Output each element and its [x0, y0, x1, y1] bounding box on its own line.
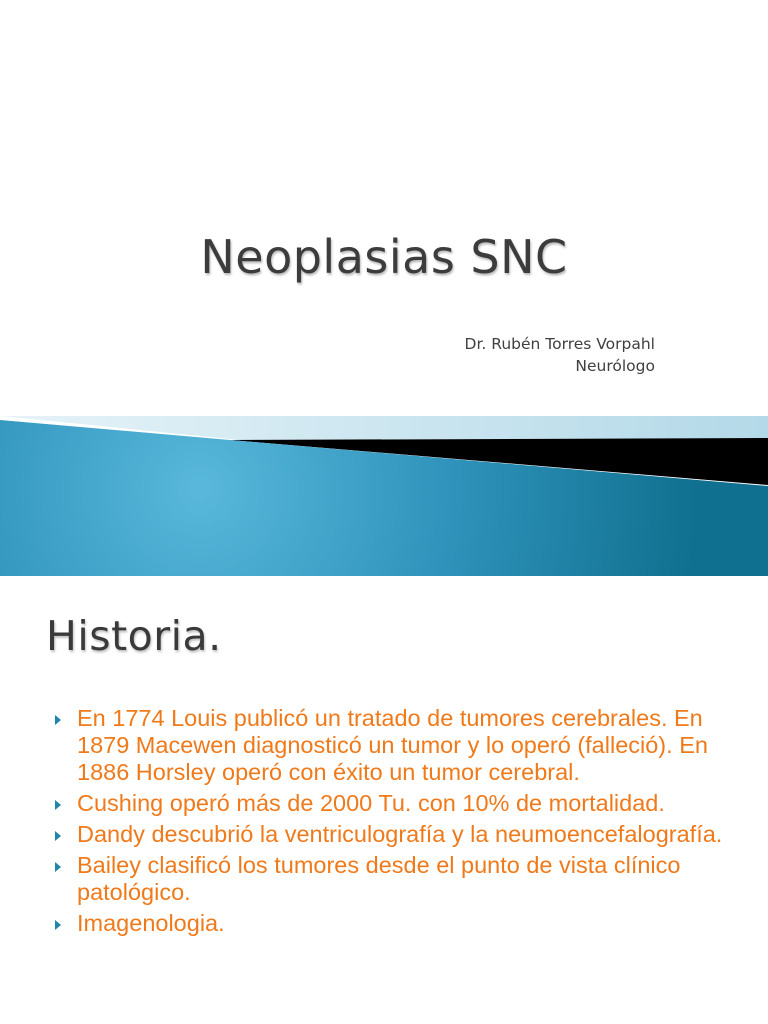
list-item	[52, 821, 752, 848]
bullet-arrow-icon	[55, 831, 61, 841]
list-item	[52, 790, 752, 817]
decorative-banner	[0, 390, 768, 576]
bullet-list	[52, 705, 752, 941]
bullet-arrow-icon	[55, 920, 61, 930]
author-name: Dr. Rubén Torres Vorpahl	[464, 335, 655, 353]
bullet-arrow-icon	[55, 800, 61, 810]
bullet-text: En 1774 Louis publicó un tratado de tumores cerebrales. En 1879 Macewen diagnosticó un tumor y lo operó (falleció). En 1886 Horsley operó con éxito un tumor cerebral.	[77, 705, 708, 785]
historia-slide	[0, 576, 768, 1024]
list-item	[52, 852, 752, 906]
bullet-arrow-icon	[55, 715, 61, 725]
bullet-text: Imagenologia.	[77, 910, 225, 936]
bullet-text: Bailey clasificó los tumores desde el punto de vista clínico patológico.	[77, 852, 681, 905]
list-item	[52, 910, 752, 937]
author-role: Neurólogo	[575, 357, 655, 375]
bullet-text: Dandy descubrió la ventriculografía y la neumoencefalografía.	[77, 821, 723, 847]
bullet-text: Cushing operó más de 2000 Tu. con 10% de mortalidad.	[77, 790, 665, 816]
slide-heading: Historia.	[46, 612, 222, 660]
author-block	[465, 333, 655, 377]
slide-title: Neoplasias SNC	[200, 230, 568, 284]
list-item	[52, 705, 752, 786]
bullet-arrow-icon	[55, 862, 61, 872]
